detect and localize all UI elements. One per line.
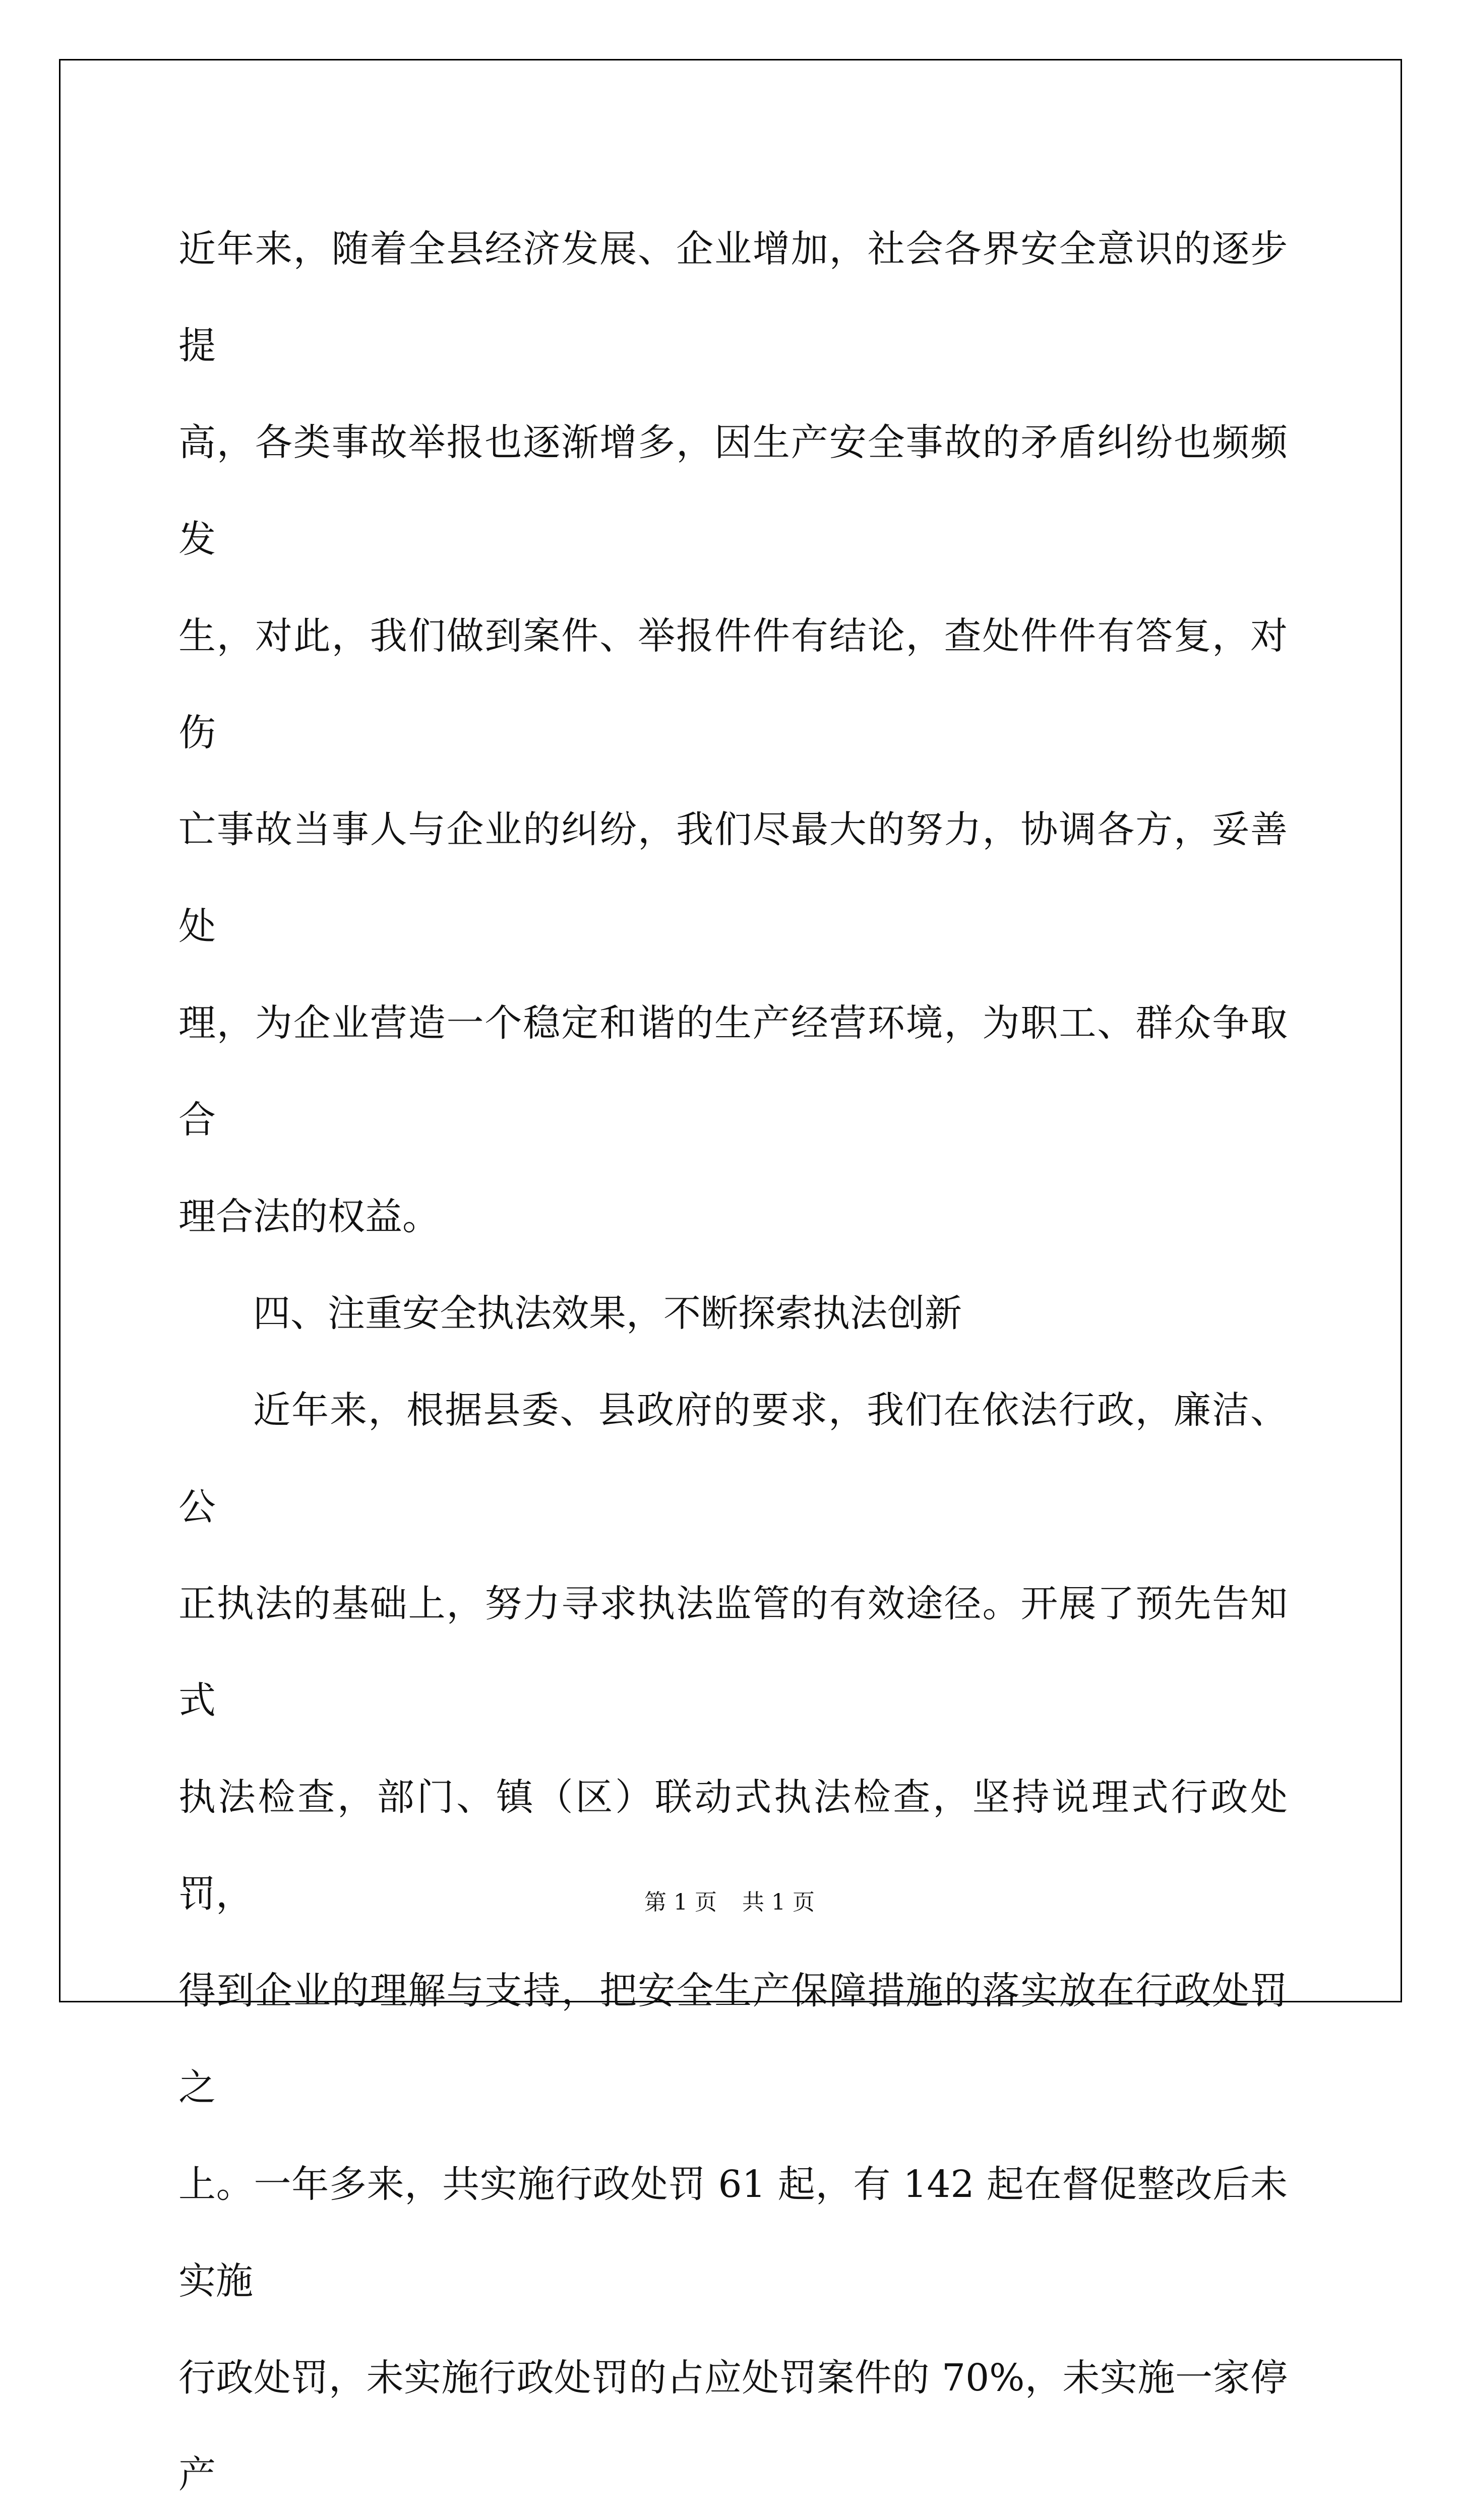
- text-line: 生，对此，我们做到案件、举报件件有结论，查处件件有答复，对伤: [178, 614, 1288, 754]
- paragraph-2: [178, 1362, 1288, 2520]
- page-footer: [0, 1884, 1459, 1916]
- text-line: 执法检查，部门、镇（区）联动式执法检查，坚持说理式行政处罚，: [178, 1776, 1288, 1916]
- text-line: 近年来，根据县委、县政府的要求，我们在依法行政，廉洁、公: [178, 1389, 1288, 1529]
- paragraph-1: [178, 201, 1288, 1265]
- text-line: 得到企业的理解与支持，把安全生产保障措施的落实放在行政处罚之: [178, 1969, 1288, 2109]
- text-line: 高，各类事故举报也逐渐增多，因生产安全事故的矛盾纠纷也频频发: [178, 421, 1288, 561]
- text-line: 近年来，随着全县经济发展、企业增加，社会各界安全意识的逐步提: [178, 227, 1288, 367]
- page-total: 共 1 页: [742, 1889, 815, 1915]
- text-line: 四、注重安全执法效果，不断探索执法创新: [253, 1292, 962, 1335]
- page-number: 第 1 页: [644, 1889, 717, 1915]
- text-line: 理合法的权益。: [178, 1195, 440, 1238]
- document-body: [178, 201, 1288, 2520]
- section-heading: [178, 1265, 1288, 1362]
- text-line: 理，为企业营造一个稳定和谐的生产经营环境，为职工、群众争取合: [178, 1001, 1288, 1142]
- text-line: 正执法的基础上，努力寻求执法监管的有效途径。开展了预先告知式: [178, 1582, 1288, 1722]
- text-line: 上。一年多来，共实施行政处罚 61 起，有 142 起在督促整改后未实施: [178, 2163, 1288, 2303]
- text-line: 亡事故当事人与企业的纠纷，我们尽最大的努力，协调各方，妥善处: [178, 808, 1288, 948]
- text-line: 行政处罚，未实施行政处罚的占应处罚案件的 70%，未实施一家停产: [178, 2356, 1288, 2496]
